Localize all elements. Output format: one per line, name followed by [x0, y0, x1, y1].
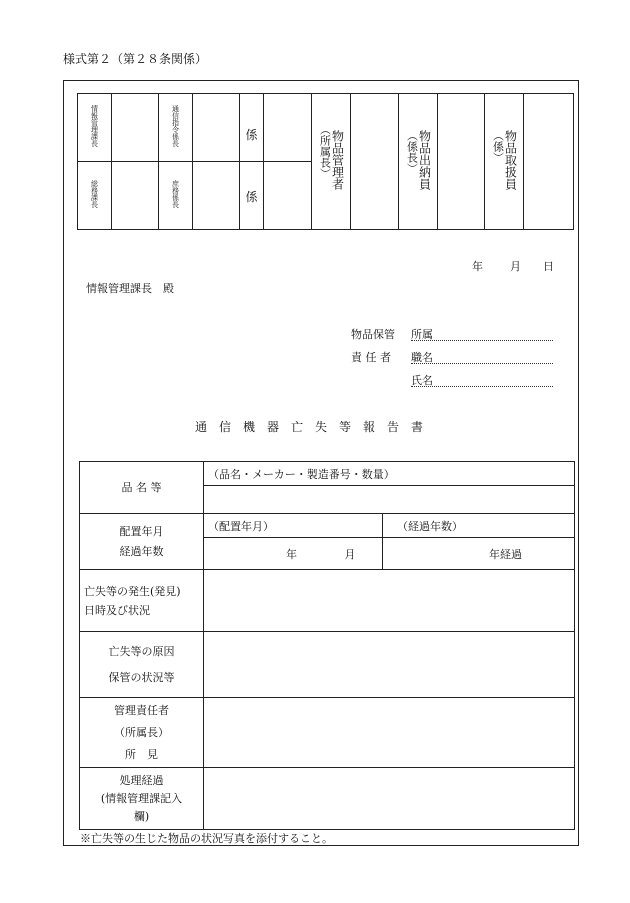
- stamp-box[interactable]: [112, 94, 159, 162]
- elapsed-years-field[interactable]: 年経過: [383, 538, 575, 570]
- stamp-box[interactable]: [193, 94, 240, 162]
- placement-hint: （配置年月）: [204, 514, 383, 538]
- stamp-label-property-cashier: （係長）物品出納員: [399, 94, 438, 230]
- stamp-label-admin-chief: 庶務係長: [159, 162, 193, 230]
- stamp-label-staff: 係: [240, 162, 264, 230]
- process-label: 処理経過 (情報管理課記入 欄): [80, 768, 204, 830]
- item-field[interactable]: [204, 486, 575, 514]
- cause-field[interactable]: [204, 632, 575, 698]
- responsible-position-field[interactable]: 職名: [411, 349, 553, 364]
- stamp-box[interactable]: [524, 94, 574, 230]
- elapsed-hint: （経過年数）: [383, 514, 575, 538]
- stamp-box[interactable]: [193, 162, 240, 230]
- stamp-box[interactable]: [438, 94, 485, 230]
- opinion-label: 管理責任者 （所属長） 所 見: [80, 698, 204, 768]
- date-year-label: 年: [472, 260, 483, 273]
- date-day-label: 日: [543, 260, 554, 273]
- date-month-label: 月: [510, 260, 521, 273]
- stamp-label-property-manager: （所属長）物品管理者: [312, 94, 351, 230]
- document-title: 通信機器亡失等報告書: [194, 420, 435, 434]
- placement-date-field[interactable]: 年 月: [204, 538, 383, 570]
- process-field[interactable]: [204, 768, 575, 830]
- responsible-name-field[interactable]: 氏名: [411, 372, 553, 387]
- stamp-label-dispatch-chief: 通信指令係長: [159, 94, 193, 162]
- responsible-label-line1: 物品保管: [351, 328, 395, 341]
- stamp-box[interactable]: [112, 162, 159, 230]
- responsible-label-line2: 責 任 者: [351, 351, 391, 364]
- stamp-label-property-handler: （係）物品取扱員: [485, 94, 524, 230]
- report-table: [79, 461, 575, 830]
- occurrence-label: 亡失等の発生(発見) 日時及び状況: [80, 570, 204, 632]
- stamp-label-info-mgmt-chief: 情報管理課長: [78, 94, 112, 162]
- opinion-field[interactable]: [204, 698, 575, 768]
- responsible-affiliation-field[interactable]: 所属: [411, 326, 553, 341]
- stamp-box[interactable]: [264, 162, 312, 230]
- stamp-label-staff: 係: [240, 94, 264, 162]
- stamp-box[interactable]: [264, 94, 312, 162]
- occurrence-field[interactable]: [204, 570, 575, 632]
- item-hint: （品名・メーカー・製造番号・数量）: [204, 462, 575, 486]
- cause-label: 亡失等の原因 保管の状況等: [80, 632, 204, 698]
- approval-stamp-table: [77, 93, 574, 230]
- stamp-box[interactable]: [351, 94, 399, 230]
- placement-label: 配置年月 経過年数: [80, 514, 204, 570]
- attachment-note: ※亡失等の生じた物品の状況写真を添付すること。: [80, 832, 333, 845]
- stamp-label-general-affairs-chief: 総務課長: [78, 162, 112, 230]
- addressee: 情報管理課長 殿: [86, 282, 174, 295]
- item-label: 品 名 等: [80, 462, 204, 514]
- form-number-label: 様式第２（第２８条関係）: [63, 52, 208, 66]
